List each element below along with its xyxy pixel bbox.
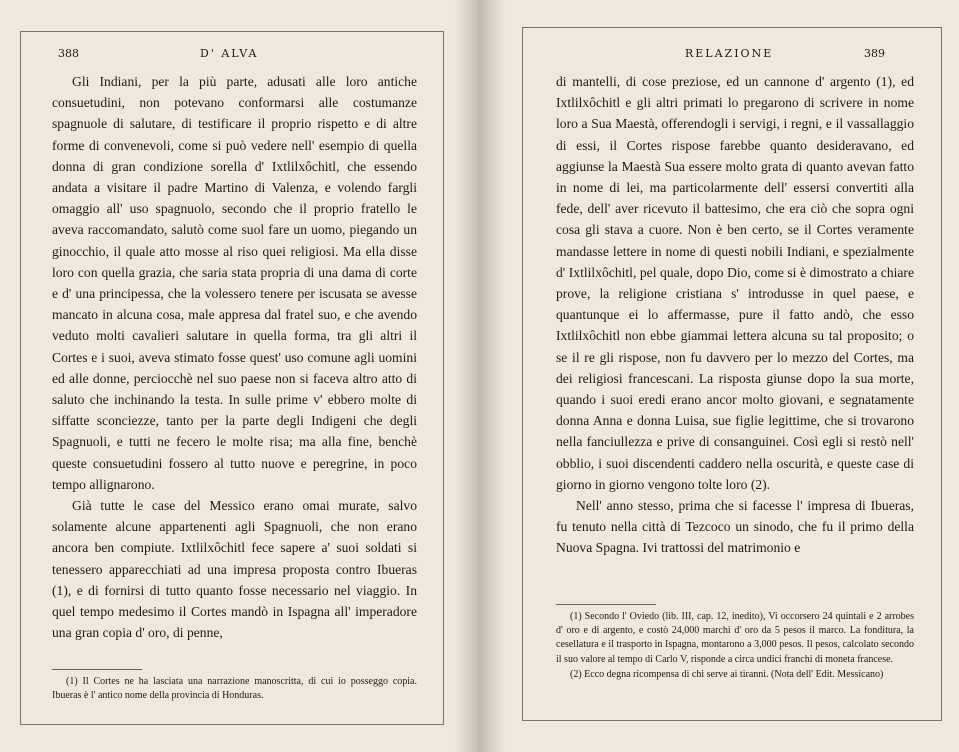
right-footnote-rule: [556, 604, 656, 605]
left-footnotes: [52, 675, 417, 704]
right-body-text: [556, 71, 914, 559]
left-body-text: [52, 71, 417, 643]
right-footnote-1: (1) Secondo l' Oviedo (lib. III, cap. 12, inedito), Vi occorsero 24 quintali e 2 arrobes d' oro e di argento, e costò 24,000 marchi d' oro da 5 pesos il marco. La fonditura, la cesellatura e il trasporto in Ispagna, montarono a 3,000 pesos. Il pesos, calcolato secondo il suo valore al tempo di Carlo V, risponde a circa undici franchi di moneta francese.: [556, 611, 914, 665]
left-page-number: 388: [58, 47, 79, 60]
right-footnotes: [556, 610, 914, 683]
right-footnote-2: (2) Ecco degna ricompensa di chi serve ai tiranni. (Nota dell' Edit. Messicano): [570, 668, 884, 680]
right-paragraph-2: Nell' anno stesso, prima che si facesse l' impresa di Ibueras, fu tenuto nella città di Tezcoco un sinodo, che fu il primo della Nuova Spagna. Ivi trattossi del matrimonio e: [556, 498, 914, 556]
left-footnote-rule: [52, 669, 142, 670]
right-paragraph-1: di mantelli, di cose preziose, ed un cannone d' argento (1), ed Ixtlilxôchitl e gli altri primati lo pregarono di scrivere in nome loro a Sua Maestà, offerendogli i servigi, i regni, e il vassallaggio di essi, il Cortes rispose farebbe quanto desideravano, ed aggiunse la Maestà Sua essere molto grata di quanto avevan fatto in nome di lei, ma particolarmente dell' essersi convertiti alla fede, dell' aver ricevuto il battesimo, che era ciò che sopra ogni cosa gli stava a cuore. Non è ben certo, se il Cortes veramente mandasse lettere in nome di questi nobili Indiani, e spezialmente d' Ixtlilxôchitl, pel quale, dopo Dio, come si è dimostrato a chiare prove, la religione cristiana s' introdusse in quel paese, e quantunque ei lo affermasse, pure il fatto andò, che esso Ixtlilxôchitl non ebbe giammai lettera alcuna su tal proposito; o se il re gli rispose, non fu davvero per lo mezzo del Cortes, ma dei religiosi francescani. La risposta giunse dopo la sua morte, quando i suoi eredi erano ancor molto giovani, e segnatamente donna Anna e donna Luisa, sue figlie legittime, che si trovarono nella fanciullezza e prive di consanguinei. Così egli si restò nell' obblio, i suoi discendenti caddero nella oscurità, e queste case di giorno in giorno vengono tolte loro (2).: [556, 74, 914, 492]
right-page-number: 389: [864, 47, 885, 60]
right-page: [480, 0, 959, 752]
left-paragraph-2: Già tutte le case del Messico erano omai murate, salvo solamente alcune appartenenti agli Spagnuoli, che non erano ancora ben compiute. Ixtlilxôchitl fece sapere a' suoi soldati si tenessero apparecchiati ad una impresa proposta contro Ibueras (1), e di fornirsi di tutto quanto fosse necessario nel viaggio. In quel tempo medesimo il Cortes mandò in Ispagna all' imperadore una gran copia d' oro, di penne,: [52, 498, 417, 641]
right-running-head: RELAZIONE: [685, 47, 774, 60]
left-paragraph-1: Gli Indiani, per la più parte, adusati alle loro antiche consuetudini, non potevano conformarsi alle costumanze spagnuole di salutare, di testificare il proprio rispetto e di altre forme di convenevoli, come si può vedere nell' esempio di quella donna di gran condizione sorella d' Ixtlilxôchitl, che essendo andata a visitare il padre Martino di Valenza, e volendo fargli omaggio all' uso spagnuolo, secondo che il proprio fratello le aveva raccomandato, salutò come suol fare un uomo, piegando un ginocchio, il quale atto mosse al riso quei religiosi. Ma ella disse loro con quella grazia, che saria stata propria di una dama di corte e d' una principessa, che la volessero tenere per iscusata se avesse mancato in alcuna cosa, male appresa dal fratel suo, e che avendo veduto molti cavalieri salutare in quella forma, tra gli altri il Cortes e i suoi, aveva stimato fosse quest' uso comune agli uomini ed alle donne, perciocchè nel suo paese non si faceva altro atto di saluto che inchinando la testa. In sulle prime v' ebbero molte di siffatte sconciezze, tanto per la parte degli Indigeni che degli Spagnuoli, e tutti ne fecero le molte risa; ma alla fine, benchè queste consuetudini fossero al tutto nuove e peregrine, in poco tempo allignarono.: [52, 74, 417, 492]
left-footnote-1: (1) Il Cortes ne ha lasciata una narrazione manoscritta, di cui io posseggo copia. Ibueras è l' antico nome della provincia di Honduras.: [52, 676, 417, 702]
left-running-head: D' ALVA: [200, 47, 259, 60]
